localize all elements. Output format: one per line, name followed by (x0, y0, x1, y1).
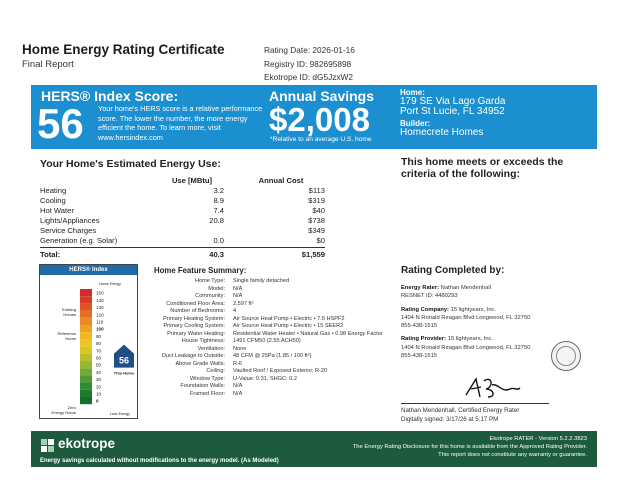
scale-tick: 100 (96, 326, 104, 332)
feature-value: 4 (233, 308, 237, 314)
feature-key: Primary Cooling System: (163, 323, 225, 329)
software-version: Ekotrope RATER - Version 5.2.2.3823 (489, 436, 587, 442)
row-use: 7.4 (213, 206, 224, 216)
row-use: 3.2 (213, 186, 224, 195)
company-block (401, 306, 581, 331)
savings-note: *Relative to an average U.S. home (270, 136, 372, 143)
criteria-line1: This home meets or exceeds the (401, 156, 564, 168)
report-subtitle: Final Report (22, 59, 74, 70)
scale-tick: 80 (96, 341, 102, 347)
rating-completed-heading: Rating Completed by: (401, 265, 505, 276)
criteria-line2: criteria of the following: (401, 168, 521, 180)
feature-value: N/A (233, 383, 243, 389)
feature-row (154, 338, 394, 346)
feature-key: Number of Bedrooms: (170, 308, 225, 314)
feature-key: Foundation Walls: (180, 383, 225, 389)
feature-row (154, 368, 394, 376)
scale-tick: 60 (96, 355, 102, 361)
total-cost: $1,559 (237, 247, 325, 260)
company-name: 15 lightyears, Inc. (450, 306, 497, 313)
scale-existing-label: Homes (63, 312, 76, 317)
feature-row (154, 308, 394, 316)
feature-value: 2,597 ft² (233, 300, 254, 307)
feature-key: Model: (208, 285, 225, 292)
scale-tick: 140 (96, 297, 104, 303)
row-use: 20.8 (209, 216, 224, 226)
scale-tick: 110 (96, 319, 104, 325)
total-label: Total: (40, 247, 160, 260)
hers-scale-heading: HERS® Index (40, 265, 137, 275)
ekotrope-logo: ekotrope (58, 436, 116, 451)
scale-reference-label: Home (65, 336, 76, 341)
hers-score: 56 (37, 100, 84, 147)
row-label: Hot Water (40, 206, 74, 216)
scale-segment (80, 303, 92, 310)
feature-value: None (233, 345, 247, 352)
table-row (40, 206, 325, 216)
scale-tick: 10 (96, 391, 102, 397)
scale-tick: 20 (96, 384, 102, 390)
feature-value: N/A (233, 390, 243, 397)
feature-value: 48 CFM @ 25Pa (1.85 / 100 ft²) (233, 353, 312, 359)
table-row (40, 236, 325, 247)
report-meta (264, 44, 355, 85)
home-address-line1: 179 SE Via Lago Garda (400, 96, 506, 107)
feature-key: Framed Floor: (189, 390, 225, 397)
company-label: Rating Company: (401, 306, 449, 313)
signature-icon (462, 375, 522, 401)
energy-use-heading: Your Home's Estimated Energy Use: (40, 158, 221, 170)
feature-key: Primary Heating System: (163, 315, 225, 322)
signature-line (401, 403, 549, 404)
energy-use-section (40, 158, 325, 260)
hers-scale (39, 264, 138, 419)
signature-date: Digitally signed: 3/17/26 at 5:17 PM (401, 416, 499, 423)
scale-segment (80, 318, 92, 325)
row-label: Heating (40, 186, 67, 195)
company-phone: 855-438-1515 (401, 323, 438, 330)
scale-tick: 40 (96, 369, 102, 375)
feature-row (154, 323, 394, 331)
disclosure-note: The Energy Rating Disclosure for this home is available from the Approved Rating Provider. (352, 444, 587, 450)
scale-tick: 0 (96, 398, 99, 404)
table-row (40, 226, 325, 236)
feature-key: House Tightness: (181, 338, 225, 344)
feature-list (154, 278, 394, 398)
scale-existing-label: Existing (61, 307, 76, 312)
scale-segment (80, 347, 92, 354)
scale-tick: 90 (96, 333, 102, 339)
feature-row (154, 376, 394, 384)
scale-reference-label: Reference (57, 331, 76, 336)
header-cost: Annual Cost (258, 176, 304, 185)
feature-value: Vaulted Roof / Exposed Exterior, R-20 (233, 368, 328, 374)
feature-key: Home Type: (194, 278, 225, 284)
hers-scale-graphic (40, 275, 137, 418)
report-header (22, 42, 602, 82)
row-label: Lights/Appliances (40, 216, 100, 226)
feature-value: R-6 (233, 360, 243, 367)
scale-top-label: Home Energy (99, 282, 121, 286)
scale-segment (80, 296, 92, 303)
as-modeled-note: Energy savings calculated without modifications to the energy model. (As Modeled) (40, 458, 279, 464)
feature-key: Conditioned Floor Area: (166, 300, 225, 307)
this-home-label: This Home (113, 370, 135, 376)
rating-date: Rating Date: 2026-01-16 (264, 45, 355, 55)
savings-label: Annual Savings (269, 88, 375, 104)
signature-name: Nathan Mendenhall, Certified Energy Rater (401, 407, 520, 414)
row-cost: $349 (308, 226, 325, 236)
header-empty (40, 176, 160, 186)
table-row (40, 216, 325, 226)
feature-key: Community: (195, 293, 225, 299)
scale-segment (80, 397, 92, 404)
feature-key: Ceiling: (206, 368, 225, 374)
builder-label: Builder: (400, 119, 431, 128)
feature-row (154, 391, 394, 399)
page-title: Home Energy Rating Certificate (22, 42, 225, 57)
hers-label: HERS® Index Score: (41, 88, 179, 104)
scale-segment (80, 383, 92, 390)
scale-less-label: Less Energy (110, 412, 130, 416)
row-use: 8.9 (213, 196, 224, 206)
scale-tick: 120 (96, 312, 104, 318)
rater-label: Energy Rater: (401, 285, 440, 291)
company-address: 1404 N Ronald Reagan Blvd Longwood, FL 32750 (401, 314, 531, 321)
scale-segment (80, 339, 92, 346)
scale-segment (80, 332, 92, 339)
feature-value: U-Value: 0.31, SHGC: 0.2 (233, 375, 297, 382)
row-use (160, 226, 237, 236)
scale-segment (80, 368, 92, 375)
hers-description: Your home's HERS score is a relative performance score. The lower the number, the more energy efficient the home. To learn more, visit www.hersindex.com (98, 104, 263, 142)
feature-row (154, 301, 394, 309)
feature-value: 1491 CFM50 (2.55 ACH50) (233, 338, 301, 344)
feature-value: N/A (233, 285, 243, 292)
row-cost: $319 (308, 196, 325, 206)
row-use: 0.0 (213, 236, 224, 246)
feature-value: Single family detached (233, 278, 290, 284)
feature-key: Above Grade Walls: (175, 360, 225, 367)
resnet-seal-icon (551, 341, 581, 371)
scale-segment (80, 325, 92, 332)
feature-summary-heading: Home Feature Summary: (154, 266, 247, 275)
row-cost: $113 (308, 186, 325, 195)
feature-row (154, 331, 394, 339)
scale-segment (80, 361, 92, 368)
registry-id: Registry ID: 982695898 (264, 58, 352, 69)
scale-segment (80, 289, 92, 296)
feature-row (154, 361, 394, 369)
provider-label: Rating Provider: (401, 336, 447, 343)
feature-value: Residential Water Heater • Natural Gas • 0.98 Energy Factor (233, 330, 383, 337)
savings-amount: $2,008 (269, 101, 370, 138)
total-row (40, 247, 325, 260)
energy-use-table (40, 176, 325, 260)
criteria-heading (401, 156, 563, 180)
rater-name: Nathan Mendenhall (440, 285, 491, 291)
footer-disclosures (353, 435, 587, 459)
builder-name: Homecrete Homes (400, 127, 484, 138)
row-cost: $0 (316, 236, 325, 246)
home-info (400, 88, 592, 138)
feature-value: Air Source Heat Pump • Electric • 7.5 HSPF2 (233, 315, 345, 322)
scale-tick: 70 (96, 348, 102, 354)
feature-row (154, 286, 394, 294)
row-label: Cooling (40, 196, 66, 206)
feature-row (154, 316, 394, 324)
feature-row (154, 293, 394, 301)
this-home-score: 56 (118, 355, 130, 366)
feature-key: Ventilation: (197, 345, 225, 352)
scale-tick: 150 (96, 290, 104, 296)
table-row (40, 186, 325, 196)
table-row (40, 196, 325, 206)
ekotrope-logo-icon (41, 439, 54, 452)
feature-value: N/A (233, 293, 243, 299)
feature-row (154, 278, 394, 286)
ekotrope-id: Ekotrope ID: dG5JzxW2 (264, 72, 353, 82)
feature-row (154, 383, 394, 391)
feature-row (154, 353, 394, 361)
scale-zero-label: Energy Home (51, 410, 76, 415)
scale-segment (80, 311, 92, 318)
row-label: Generation (e.g. Solar) (40, 236, 118, 246)
feature-summary (154, 266, 394, 398)
provider-name: 15 lightyears, Inc. (447, 336, 494, 343)
home-address-line2: Port St Lucie, FL 34952 (400, 106, 505, 117)
header-use: Use [MBtu] (171, 176, 213, 185)
provider-address: 1404 N Ronald Reagan Blvd Longwood, FL 32750 (401, 344, 531, 351)
scale-segment (80, 390, 92, 397)
scale-tick: 30 (96, 377, 102, 383)
provider-phone: 855-438-1515 (401, 353, 438, 360)
feature-key: Window Type: (189, 375, 225, 382)
warranty-note: This report does not constitute any warranty or guarantee. (438, 452, 587, 458)
scale-tick: 130 (96, 305, 104, 311)
rater-block (401, 284, 581, 301)
score-banner (31, 85, 597, 149)
scale-segment (80, 375, 92, 382)
feature-key: Duct Leakage to Outside: (161, 353, 225, 359)
scale-zero-label: Zero (67, 405, 76, 410)
total-use: 40.3 (160, 247, 237, 260)
row-label: Service Charges (40, 226, 97, 236)
table-header-row (40, 176, 325, 186)
signature-info (401, 406, 519, 424)
row-cost: $40 (312, 206, 325, 216)
scale-tick: 50 (96, 362, 102, 368)
footer-bar (31, 431, 597, 467)
resnet-id: RESNET ID: 4480293 (401, 293, 458, 300)
feature-row (154, 346, 394, 354)
feature-value: Air Source Heat Pump • Electric • 15 SEER2 (233, 323, 344, 329)
home-label: Home: (400, 88, 425, 97)
scale-segment (80, 354, 92, 361)
feature-key: Primary Water Heating: (167, 330, 225, 337)
row-cost: $738 (308, 216, 325, 226)
